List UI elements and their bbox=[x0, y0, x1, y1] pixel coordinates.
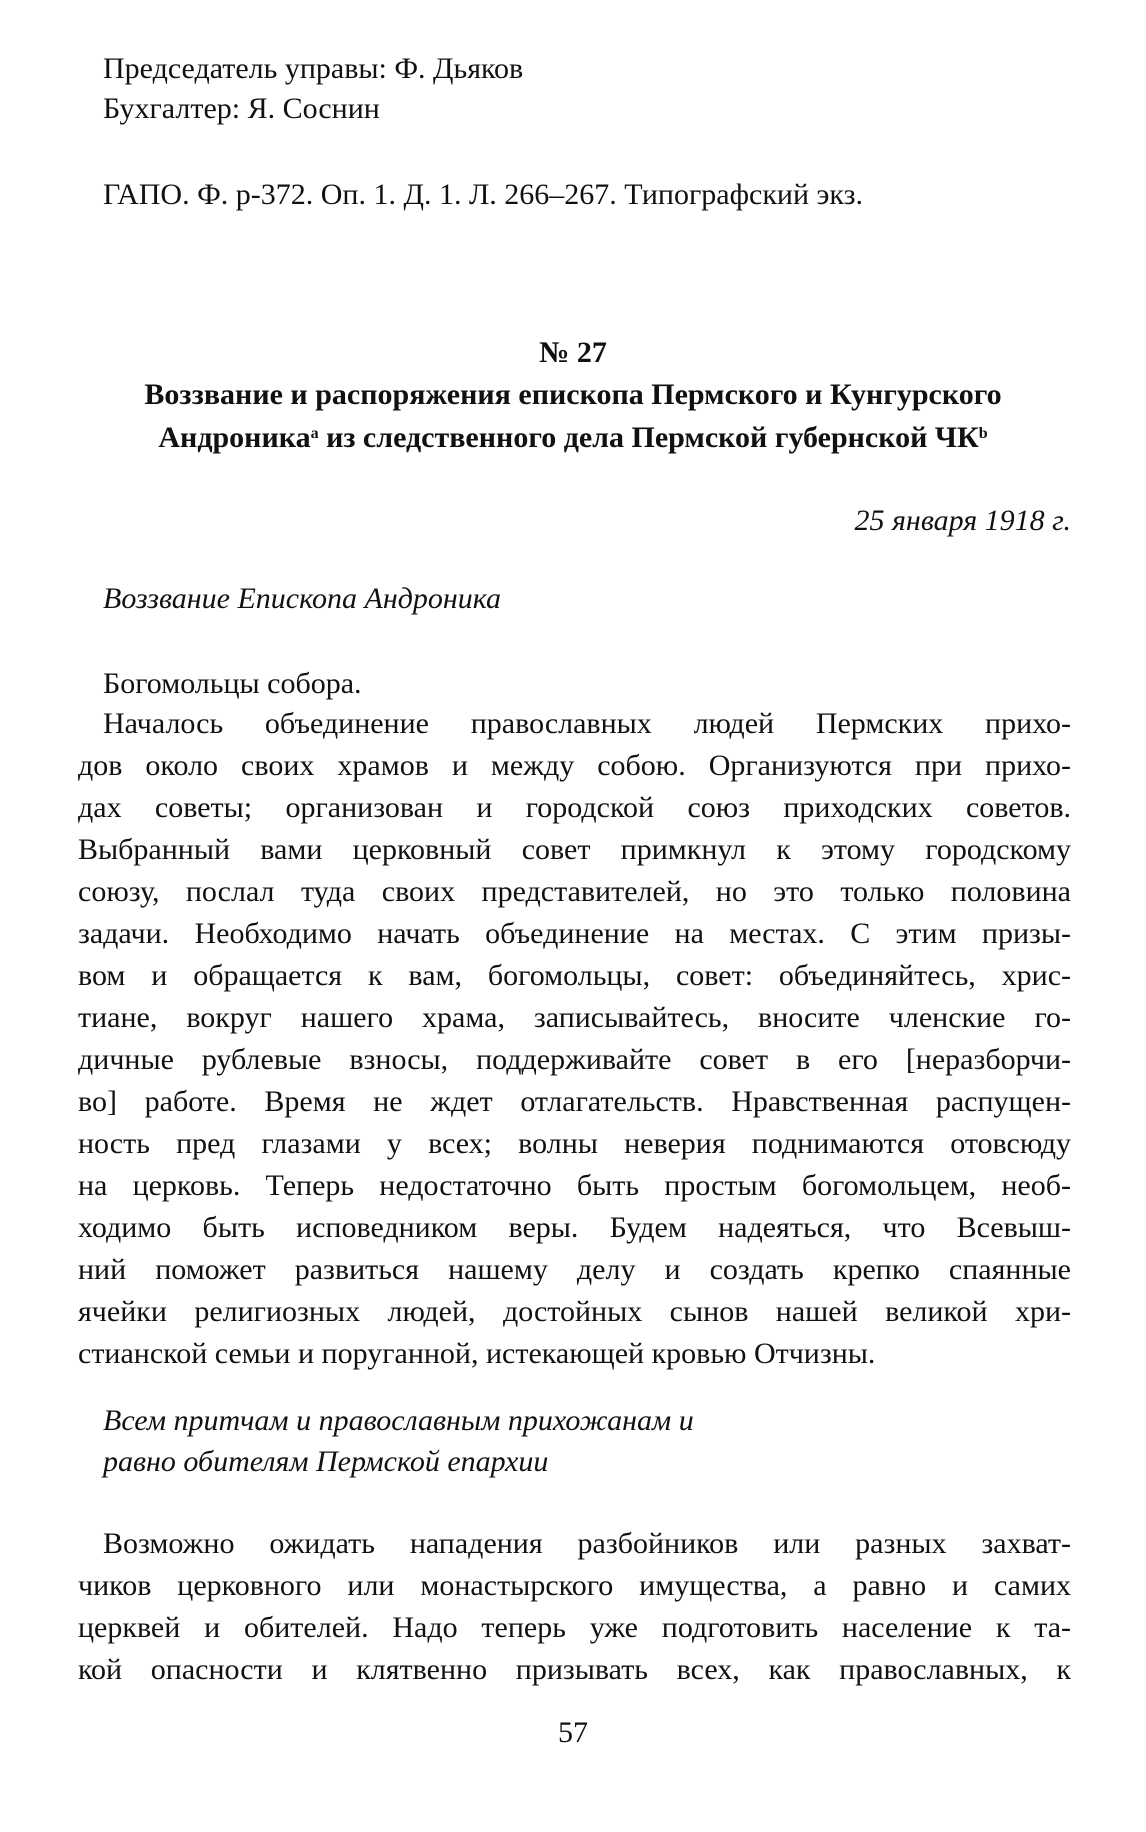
document-title-line1: Воззвание и распоряжения епископа Пермского и Кунгурского bbox=[144, 378, 1002, 411]
document-title-line2 bbox=[0, 417, 1146, 459]
text-line: Выбранный вами церковный совет примкнул к этому городскому bbox=[78, 833, 1071, 866]
text-line: ячейки религиозных людей, достойных сынов нашей великой хри- bbox=[78, 1295, 1071, 1328]
text-line: дов около своих храмов и между собою. Организуются при прихо- bbox=[78, 749, 1071, 782]
text-line: Началось объединение православных людей Пермских прихо- bbox=[103, 707, 1071, 740]
section1-greeting: Богомольцы собора. bbox=[103, 667, 362, 700]
text-line: тиане, вокруг нашего храма, записывайтесь, вносите членские го- bbox=[78, 1001, 1071, 1034]
title-text: Андроника bbox=[158, 421, 311, 454]
signature-accountant: Бухгалтер: Я. Соснин bbox=[103, 92, 380, 125]
text-line: чиков церковного или монастырского имущества, а равно и самих bbox=[78, 1569, 1071, 1602]
text-line: дах советы; организован и городской союз приходских советов. bbox=[78, 791, 1071, 824]
text-line: стианской семьи и поруганной, истекающей кровью Отчизны. bbox=[78, 1337, 876, 1370]
text-line: на церковь. Теперь недостаточно быть простым богомольцем, необ- bbox=[78, 1169, 1071, 1202]
section2-paragraph bbox=[78, 1523, 1071, 1691]
text-line: кой опасности и клятвенно призывать всех, как православных, к bbox=[78, 1653, 1071, 1686]
document-date: 25 января 1918 г. bbox=[854, 504, 1071, 537]
signature-chairman: Председатель управы: Ф. Дьяков bbox=[103, 52, 524, 85]
text-line: церквей и обителей. Надо теперь уже подготовить население к та- bbox=[78, 1611, 1071, 1644]
section2-heading-line2: равно обителям Пермской епархии bbox=[103, 1445, 549, 1478]
page-number: 57 bbox=[558, 1716, 588, 1749]
title-text: из следственного дела Пермской губернской ЧК bbox=[318, 421, 979, 454]
text-line: Возможно ожидать нападения разбойников или разных захват- bbox=[103, 1527, 1071, 1560]
text-line: союзу, послал туда своих представителей, но это только половина bbox=[78, 875, 1071, 908]
document-number: № 27 bbox=[539, 336, 607, 369]
text-line: ний поможет развиться нашему делу и создать крепко спаянные bbox=[78, 1253, 1071, 1286]
text-line: ность пред глазами у всех; волны неверия поднимаются отовсюду bbox=[78, 1127, 1071, 1160]
section1-paragraph bbox=[78, 703, 1071, 1375]
text-line: дичные рублевые взносы, поддерживайте совет в его [неразборчи- bbox=[78, 1043, 1071, 1076]
text-line: ходимо быть исповедником веры. Будем надеяться, что Всевыш- bbox=[78, 1211, 1071, 1244]
text-line: во] работе. Время не ждет отлагательств. Нравственная распущен- bbox=[78, 1085, 1071, 1118]
footnote-marker[interactable]: b bbox=[978, 425, 988, 442]
section1-heading: Воззвание Епископа Андроника bbox=[103, 582, 502, 615]
archive-reference: ГАПО. Ф. р-372. Оп. 1. Д. 1. Л. 266–267. Типографский экз. bbox=[103, 178, 863, 211]
text-line: задачи. Необходимо начать объединение на местах. С этим призы- bbox=[78, 917, 1071, 950]
section2-heading-line1: Всем притчам и православным прихожанам и bbox=[103, 1404, 694, 1437]
footnote-marker[interactable]: a bbox=[310, 425, 319, 442]
text-line: вом и обращается к вам, богомольцы, совет: объединяйтесь, хрис- bbox=[78, 959, 1071, 992]
